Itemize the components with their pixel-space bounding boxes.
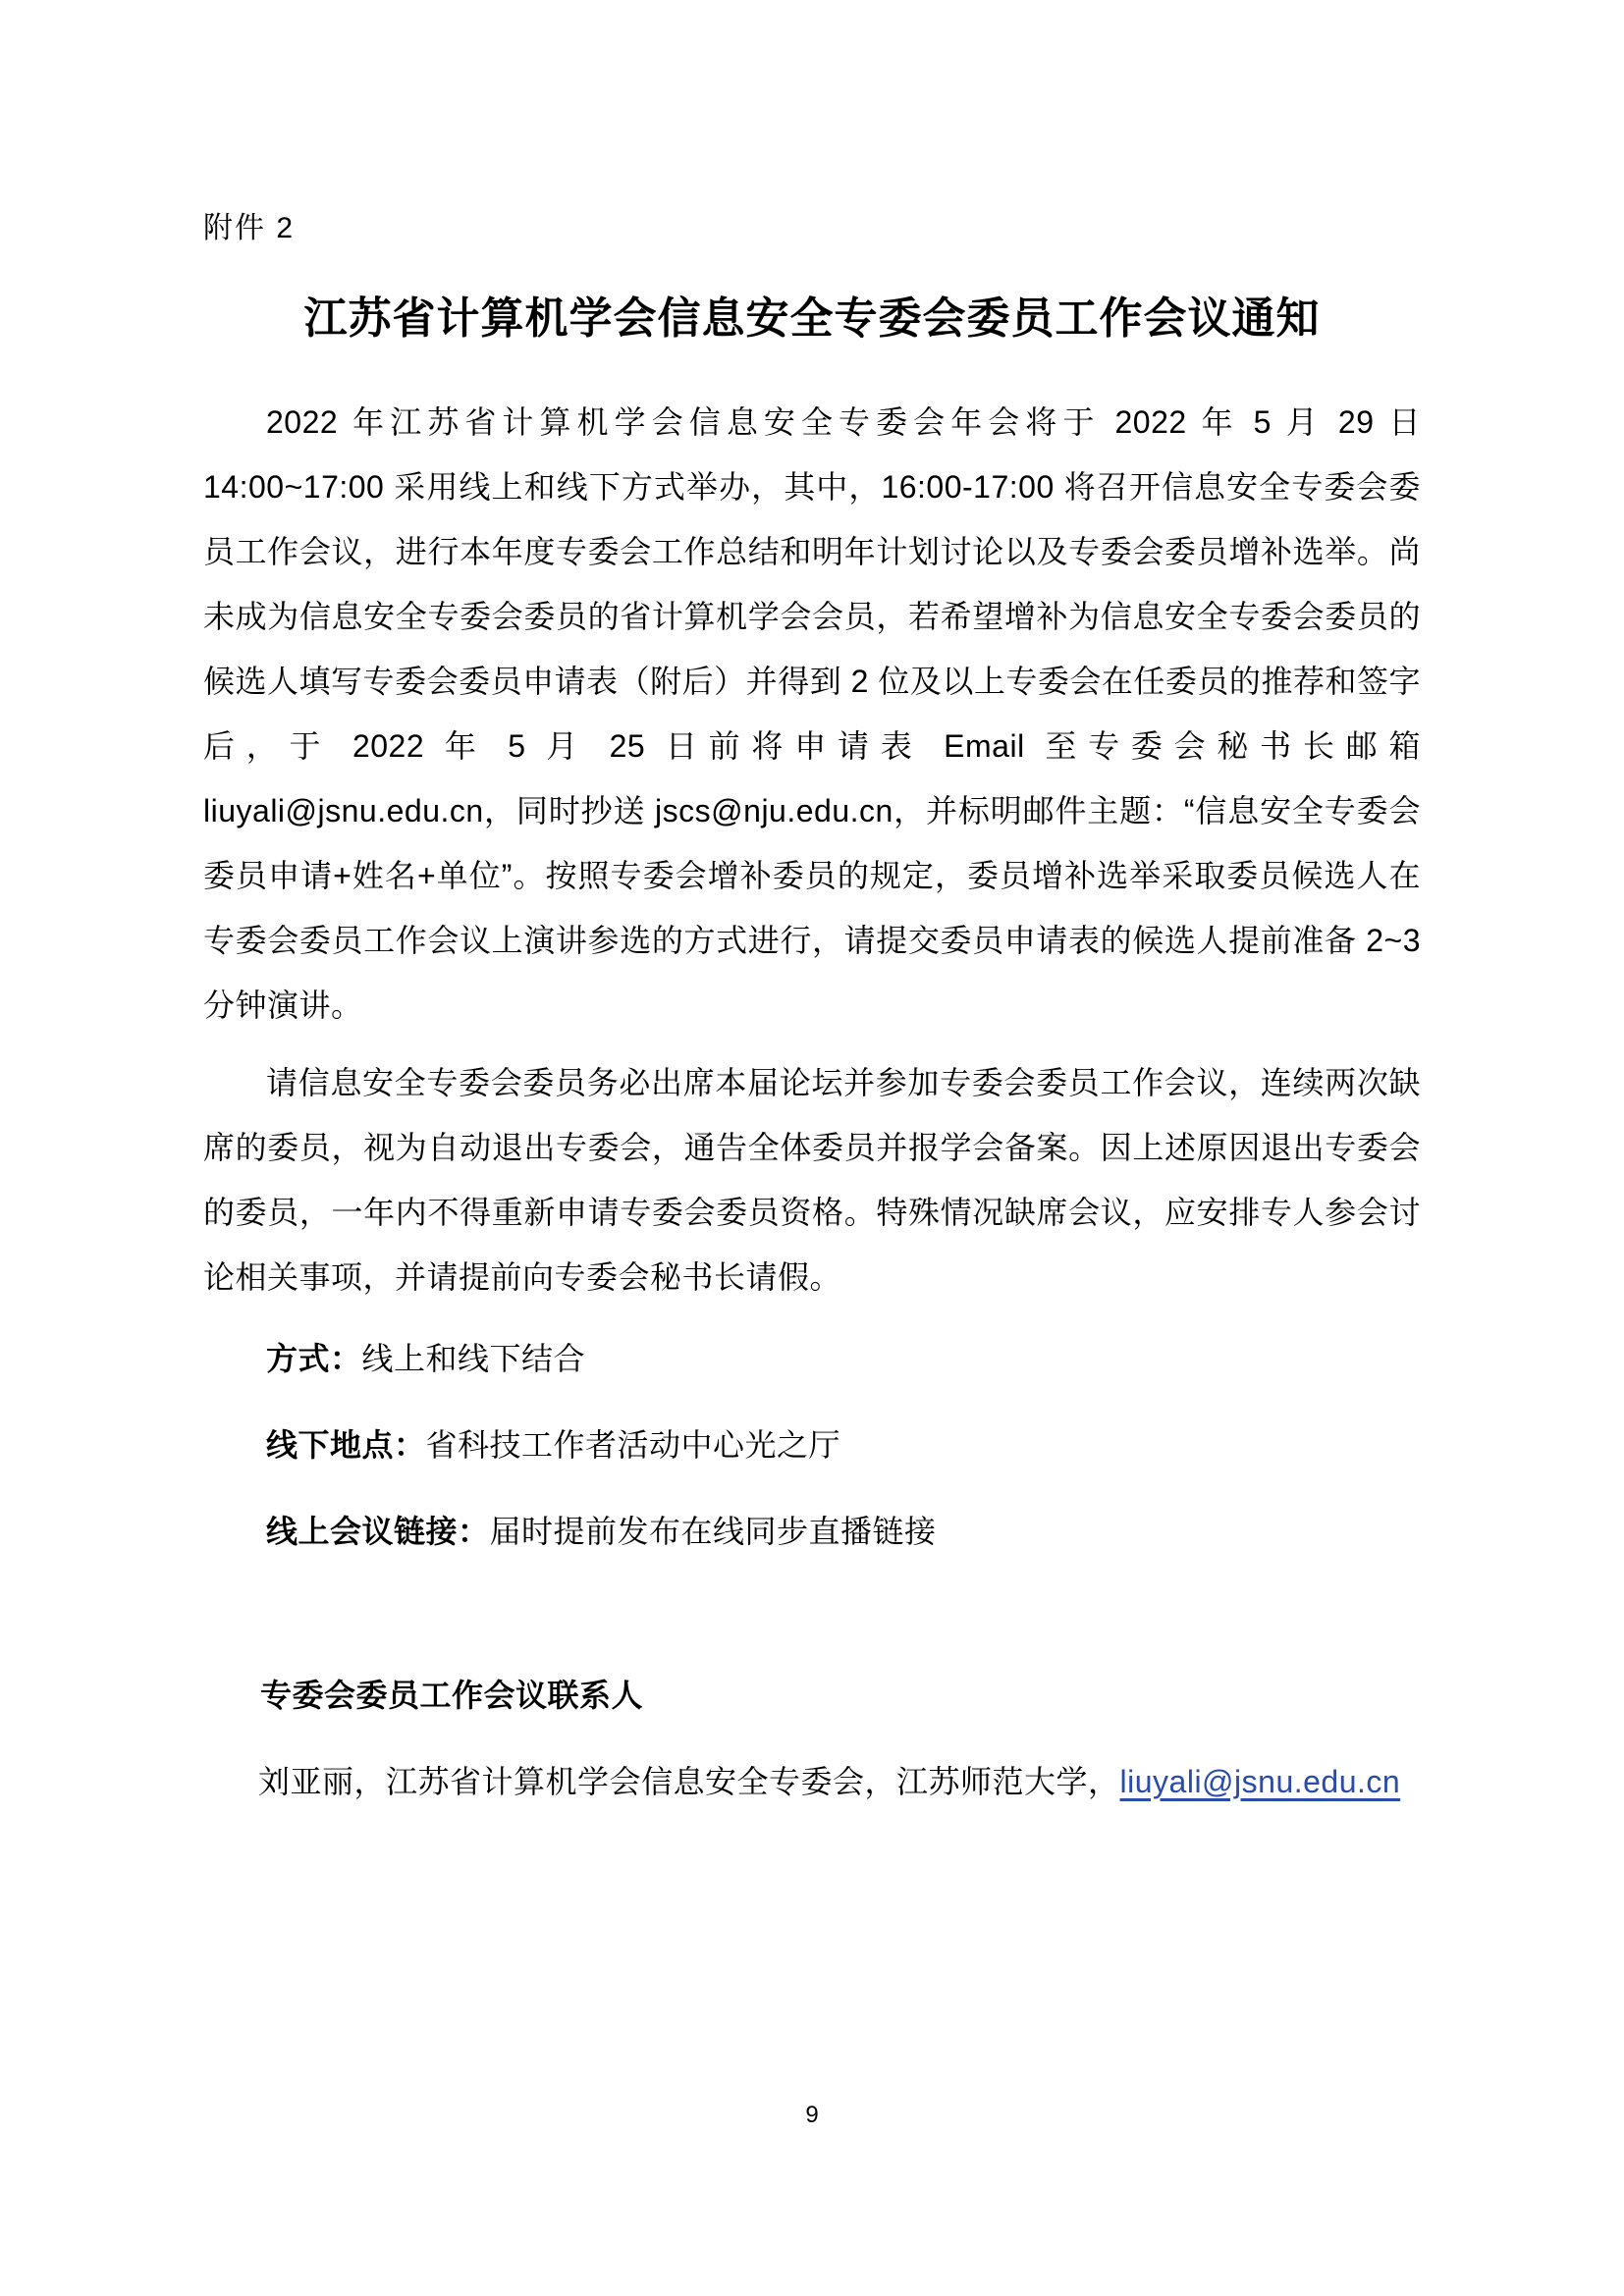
attachment-label: 附件 2 — [203, 212, 296, 244]
contact-info-text: 刘亚丽，江苏省计算机学会信息安全专委会，江苏师范大学， — [258, 1764, 1120, 1799]
online-link-line — [203, 1499, 1421, 1564]
paragraph-meeting-arrangement: 2022 年江苏省计算机学会信息安全专委会年会将于 2022 年 5 月 29 日 14:00~17:00 采用线上和线下方式举办，其中，16:00-17:00 将召开信息安全专委会委员工作会议，进行本年度专委会工作总结和明年计划讨论以及专委会委员增补选举。尚未成为信息安全专委会委员的省计算机学会会员，若希望增补为信息安全专委会委员的候选人填写专委会委员申请表（附后）并得到 2 位及以上专委会在任委员的推荐和签字后，于 2022 年 5 月 25 日前将申请表 Email 至专委会秘书长邮箱 liuyali@jsnu.edu.cn，同时抄送 jscs@nju.edu.cn，并标明邮件主题：“信息安全专委会委员申请+姓名+单位”。按照专委会增补委员的规定，委员增补选举采取委员候选人在专委会委员工作会议上演讲参选的方式进行，请提交委员申请表的候选人提前准备 2~3 分钟演讲。 — [203, 404, 1421, 1023]
contact-section-heading: 专委会委员工作会议联系人 — [260, 1678, 644, 1713]
offline-location-line — [203, 1413, 1421, 1477]
document-title: 江苏省计算机学会信息安全专委会委员工作会议通知 — [303, 294, 1321, 343]
contact-line — [258, 1749, 1421, 1814]
offline-location-value: 省科技工作者活动中心光之厅 — [425, 1427, 841, 1463]
page-number: 9 — [805, 2102, 819, 2128]
paragraph-attendance-rules: 请信息安全专委会委员务必出席本届论坛并参加专委会委员工作会议，连续两次缺席的委员，视为自动退出专委会，通告全体委员并报学会备案。因上述原因退出专委会的委员，一年内不得重新申请专委会委员资格。特殊情况缺席会议，应安排专人参会讨论相关事项，并请提前向专委会秘书长请假。 — [203, 1065, 1421, 1295]
online-link-label: 线上会议链接： — [266, 1514, 490, 1549]
meeting-mode-line — [203, 1326, 1421, 1391]
online-link-value: 届时提前发布在线同步直播链接 — [489, 1514, 937, 1549]
meeting-mode-label: 方式： — [266, 1341, 362, 1376]
offline-location-label: 线下地点： — [266, 1427, 426, 1463]
contact-email-link[interactable]: liuyali@jsnu.edu.cn — [1119, 1764, 1401, 1799]
meeting-mode-value: 线上和线下结合 — [361, 1341, 586, 1376]
